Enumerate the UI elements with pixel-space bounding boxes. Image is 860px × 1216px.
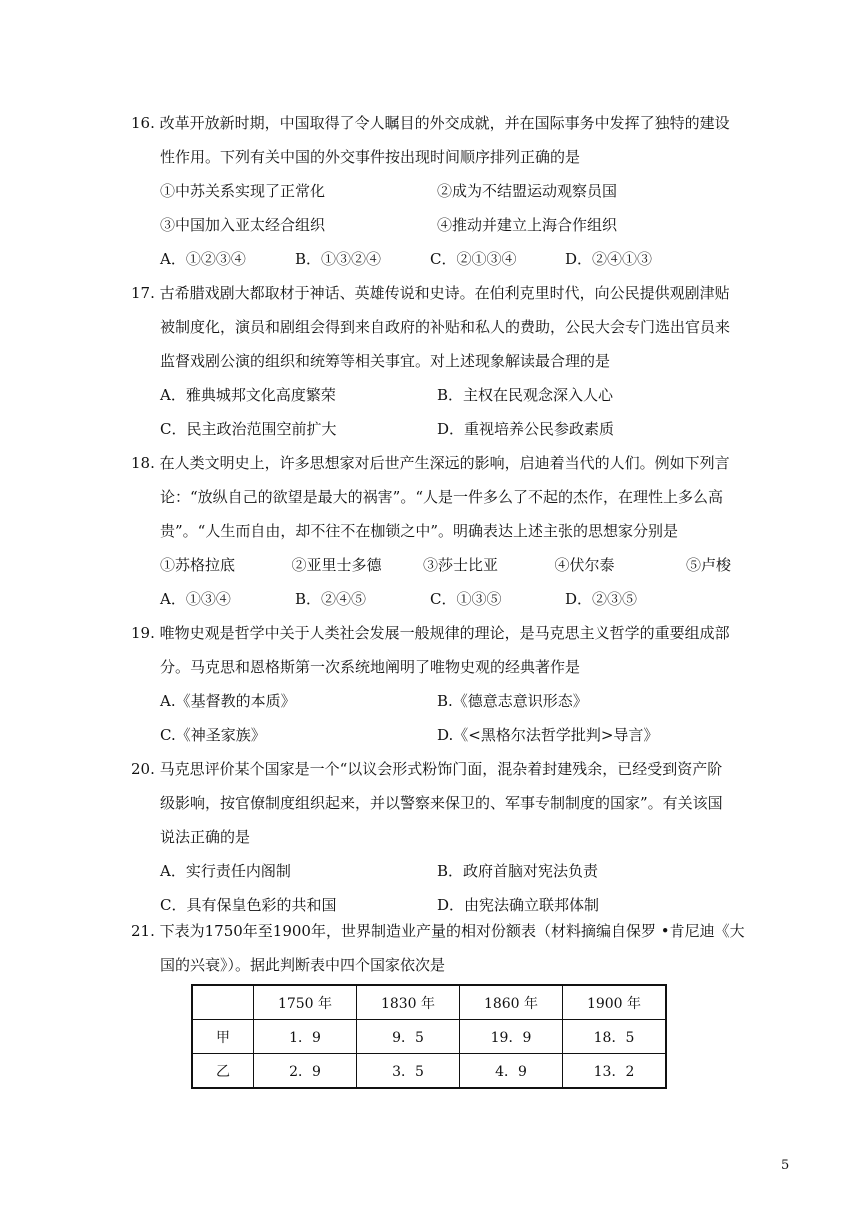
question-16 <box>131 106 731 276</box>
question-text: 国的兴衰》）。据此判断表中四个国家依次是 <box>160 956 446 974</box>
table-cell: 13．2 <box>563 1054 667 1089</box>
question-text: 级影响，按官僚制度组织起来，并以警察来保卫的、军事专制制度的国家”。有关该国 <box>160 794 723 812</box>
question-text: 21. 下表为1750年至1900年，世界制造业产量的相对份额表（材料摘编自保罗 •肯尼迪《大 <box>131 922 745 940</box>
option: ①苏格拉底 <box>160 556 236 574</box>
table-cell: 3．5 <box>357 1054 460 1089</box>
question-text: 贵”。“人生而自由，却不往不在枷锁之中”。明确表达上述主张的思想家分别是 <box>160 522 679 540</box>
option-row <box>131 548 731 582</box>
choice-c: C．民主政治范围空前扩大 <box>160 420 337 438</box>
question-text: 17. 古希腊戏剧大都取材于神话、英雄传说和史诗。在伯利克里时代，向公民提供观剧津贴 <box>131 284 730 302</box>
table-cell: 1．9 <box>254 1020 357 1054</box>
option: ②亚里士多德 <box>291 556 382 574</box>
table-cell: 18．5 <box>563 1020 667 1054</box>
manufacturing-share-table <box>191 984 667 1089</box>
question-text: 19. 唯物史观是哲学中关于人类社会发展一般规律的理论，是马克思主义哲学的重要组成部 <box>131 624 730 642</box>
answer-choices <box>131 582 731 616</box>
choice-d: D．②③⑤ <box>565 590 638 608</box>
page-number: 5 <box>781 1158 790 1173</box>
option: ④推动并建立上海合作组织 <box>437 216 618 234</box>
option: ③莎士比亚 <box>423 556 499 574</box>
option: ①中苏关系实现了正常化 <box>160 182 326 200</box>
question-text: 18. 在人类文明史上，许多思想家对后世产生深远的影响，启迪着当代的人们。例如下列言 <box>131 454 730 472</box>
table-header-row <box>192 985 666 1020</box>
question-20 <box>131 752 731 922</box>
option: ⑤卢梭 <box>686 556 732 574</box>
question-text: 监督戏剧公演的组织和统筹等相关事宜。对上述现象解读最合理的是 <box>160 352 611 370</box>
table-row <box>192 1054 666 1089</box>
table-row <box>192 1020 666 1054</box>
question-17 <box>131 276 731 446</box>
table-header-cell: 1830 年 <box>357 985 460 1020</box>
option: ③中国加入亚太经合组织 <box>160 216 326 234</box>
question-21 <box>131 914 745 982</box>
option: ④伏尔泰 <box>554 556 615 574</box>
choice-c: C．②①③④ <box>430 250 517 268</box>
choice-b: B．①③②④ <box>295 250 382 268</box>
question-text: 被制度化，演员和剧组会得到来自政府的补贴和私人的费助，公民大会专门选出官员来 <box>160 318 731 336</box>
choice-c: C．具有保皇色彩的共和国 <box>160 896 337 914</box>
option: ②成为不结盟运动观察员国 <box>437 182 618 200</box>
question-text: 16. 改革开放新时期，中国取得了令人瞩目的外交成就，并在国际事务中发挥了独特的建设 <box>131 114 730 132</box>
question-19 <box>131 616 731 752</box>
choice-d: D．重视培养公民参政素质 <box>437 420 615 438</box>
question-text: 分。马克思和恩格斯第一次系统地阐明了唯物史观的经典著作是 <box>160 658 581 676</box>
answer-choices <box>131 684 731 718</box>
answer-choices <box>131 854 731 888</box>
question-text: 性作用。下列有关中国的外交事件按出现时间顺序排列正确的是 <box>160 148 581 166</box>
choice-b: B.《德意志意识形态》 <box>437 692 588 710</box>
choice-a: A．①③④ <box>160 590 231 608</box>
choice-b: B．主权在民观念深入人心 <box>437 386 614 404</box>
table-cell: 19．9 <box>460 1020 563 1054</box>
table-cell: 9．5 <box>357 1020 460 1054</box>
choice-c: C.《神圣家族》 <box>160 726 266 744</box>
choice-d: D.《<黑格尔法哲学批判>导言》 <box>437 726 659 744</box>
choice-d: D．由宪法确立联邦体制 <box>437 896 600 914</box>
table-cell: 乙 <box>192 1054 254 1089</box>
question-text: 20. 马克思评价某个国家是一个“以议会形式粉饰门面，混杂着封建残余，已经受到资产阶 <box>131 760 723 778</box>
option-row <box>131 208 731 242</box>
table-cell: 2．9 <box>254 1054 357 1089</box>
table-cell: 甲 <box>192 1020 254 1054</box>
answer-choices <box>131 242 731 276</box>
choice-a: A．①②③④ <box>160 250 246 268</box>
table-header-cell <box>192 985 254 1020</box>
table-cell: 4．9 <box>460 1054 563 1089</box>
choice-b: B．政府首脑对宪法负责 <box>437 862 599 880</box>
table-header-cell: 1900 年 <box>563 985 667 1020</box>
choice-a: A.《基督教的本质》 <box>160 692 296 710</box>
choice-a: A．实行责任内阁制 <box>160 862 291 880</box>
answer-choices <box>131 378 731 412</box>
choice-a: A．雅典城邦文化高度繁荣 <box>160 386 336 404</box>
table-header-cell: 1860 年 <box>460 985 563 1020</box>
question-text: 说法正确的是 <box>160 828 251 846</box>
option-row <box>131 174 731 208</box>
answer-choices <box>131 718 731 752</box>
choice-b: B．②④⑤ <box>295 590 367 608</box>
answer-choices <box>131 412 731 446</box>
choice-d: D．②④①③ <box>565 250 653 268</box>
choice-c: C．①③⑤ <box>430 590 502 608</box>
question-text: 论：“放纵自己的欲望是最大的祸害”。“人是一件多么了不起的杰作，在理性上多么高 <box>160 488 724 506</box>
question-18 <box>131 446 731 616</box>
table-header-cell: 1750 年 <box>254 985 357 1020</box>
